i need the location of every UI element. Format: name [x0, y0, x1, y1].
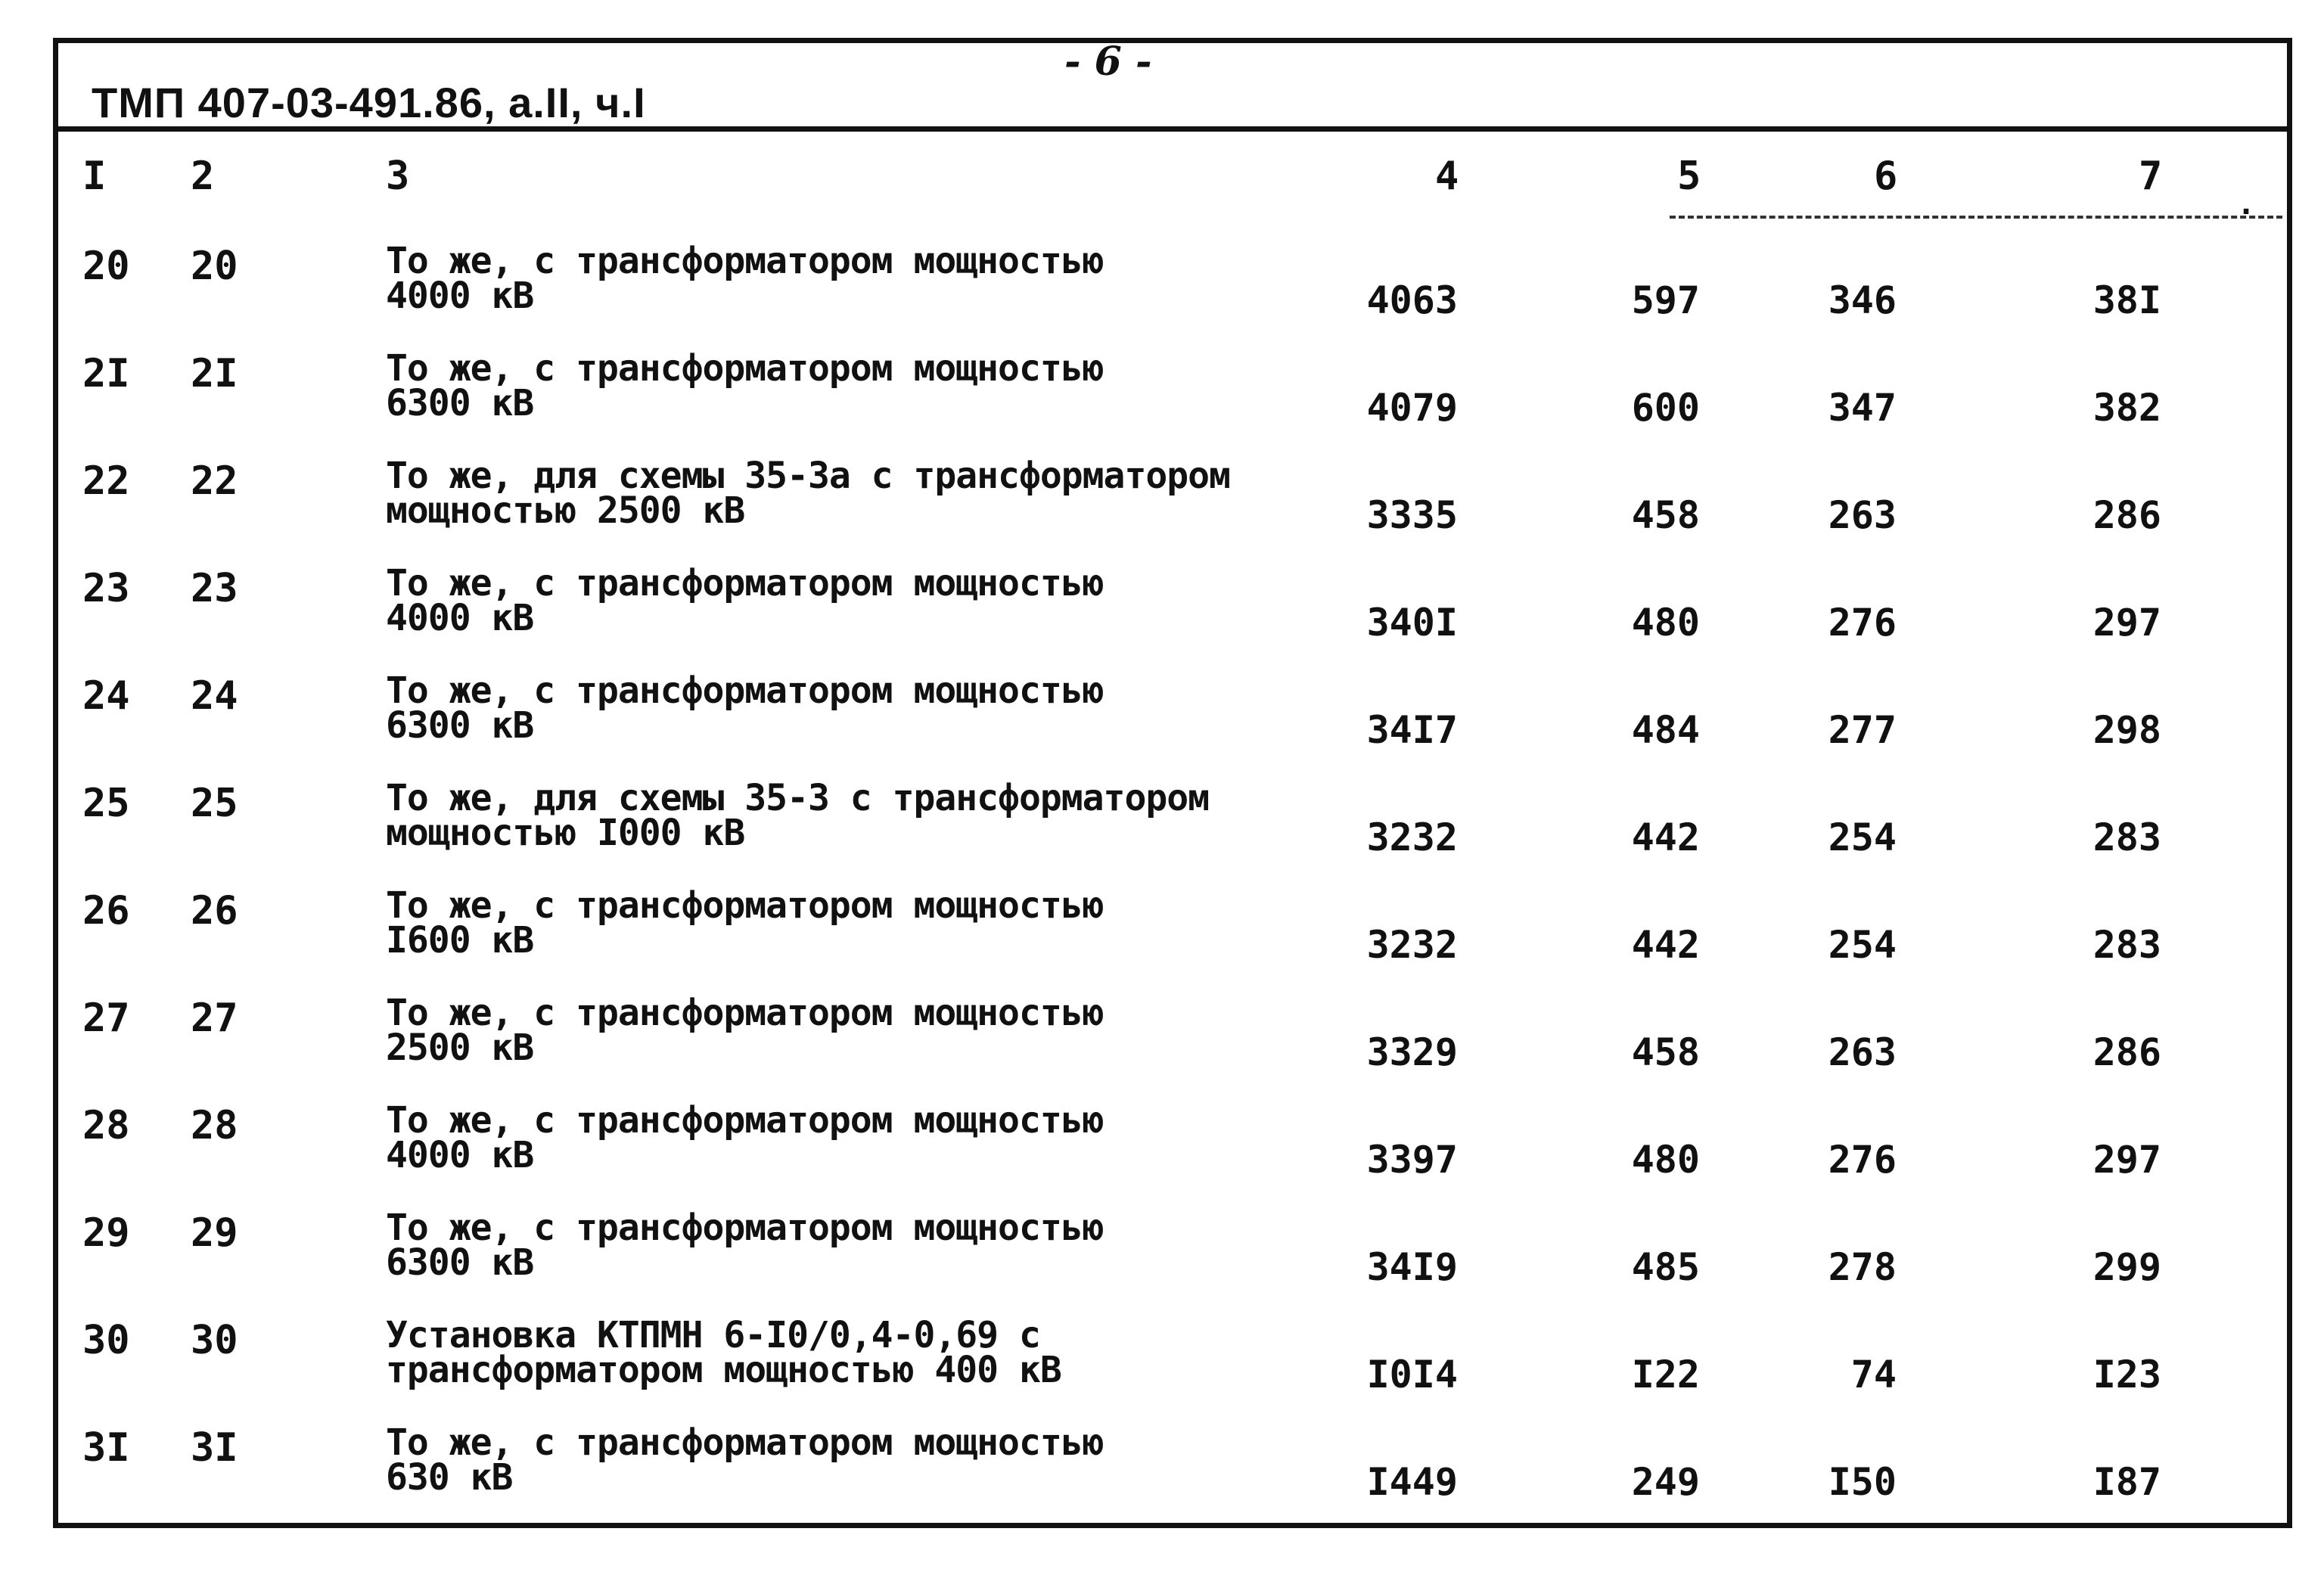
col6-value: 254	[1828, 923, 1897, 967]
row-description: То же, для схемы 35-3 с трансформатором мощностью I000 кВ	[386, 777, 1210, 854]
table-row	[58, 240, 2287, 350]
row-description: То же, с трансформатором мощностью 4000 кВ	[386, 562, 1104, 639]
table-row	[58, 777, 2287, 887]
row-number: 24	[82, 673, 130, 719]
row-number: 27	[82, 996, 130, 1041]
item-number: 3I	[191, 1425, 238, 1471]
document-frame	[53, 38, 2292, 1528]
col6-value: 263	[1828, 1030, 1897, 1074]
row-description: Установка КТПМН 6-I0/0,4-0,69 с трансформатором мощностью 400 кВ	[386, 1314, 1061, 1391]
col5-value: 484	[1631, 708, 1700, 752]
table-row	[58, 1207, 2287, 1316]
column-header-3: 3	[386, 154, 410, 199]
row-description: То же, с трансформатором мощностью 6300 кВ	[386, 347, 1104, 424]
col6-value: 74	[1850, 1353, 1897, 1396]
item-number: 26	[191, 888, 238, 934]
col4-value: 34I7	[1366, 708, 1458, 752]
col5-value: 442	[1631, 923, 1700, 967]
table-row	[58, 455, 2287, 564]
col6-value: 278	[1828, 1245, 1897, 1289]
col6-value: 263	[1828, 493, 1897, 537]
row-description: То же, для схемы 35-3а с трансформатором мощностью 2500 кВ	[386, 455, 1230, 532]
col7-value: 283	[2093, 923, 2161, 967]
row-number: 28	[82, 1103, 130, 1148]
col4-value: 3232	[1366, 816, 1458, 859]
item-number: 29	[191, 1210, 238, 1256]
table-row	[58, 669, 2287, 779]
column-header-1: I	[82, 154, 107, 199]
col5-value: 485	[1631, 1245, 1700, 1289]
col6-value: 276	[1828, 1138, 1897, 1182]
col5-value: 600	[1631, 386, 1700, 430]
row-number: 30	[82, 1318, 130, 1363]
col4-value: 3397	[1366, 1138, 1458, 1182]
row-number: 23	[82, 566, 130, 611]
col4-value: 3329	[1366, 1030, 1458, 1074]
item-number: 2I	[191, 351, 238, 396]
col6-value: 276	[1828, 601, 1897, 645]
col4-value: I0I4	[1366, 1353, 1458, 1396]
col5-value: 597	[1631, 278, 1700, 322]
page-number: - 6 -	[1064, 39, 1152, 85]
item-number: 23	[191, 566, 238, 611]
row-number: 25	[82, 781, 130, 826]
item-number: 28	[191, 1103, 238, 1148]
col7-value: 38I	[2093, 278, 2161, 322]
stray-mark: .	[2237, 187, 2256, 222]
row-description: То же, с трансформатором мощностью 6300 кВ	[386, 669, 1104, 747]
col7-value: I87	[2093, 1460, 2161, 1504]
col7-value: 297	[2093, 1138, 2161, 1182]
document-code: ТМП 407-03-491.86, а.II, ч.I	[92, 79, 646, 126]
col7-value: 382	[2093, 386, 2161, 430]
column-header-2: 2	[191, 154, 215, 199]
col7-value: 286	[2093, 493, 2161, 537]
item-number: 20	[191, 244, 238, 289]
row-description: То же, с трансформатором мощностью 4000 кВ	[386, 1099, 1104, 1176]
row-description: То же, с трансформатором мощностью 6300 кВ	[386, 1207, 1104, 1284]
col6-value: 347	[1828, 386, 1897, 430]
table-row	[58, 1421, 2287, 1531]
col4-value: 3232	[1366, 923, 1458, 967]
row-number: 3I	[82, 1425, 130, 1471]
col4-value: 340I	[1366, 601, 1458, 645]
column-header-4: 4	[1435, 154, 1459, 199]
col4-value: 4063	[1366, 278, 1458, 322]
col6-value: 277	[1828, 708, 1897, 752]
row-number: 2I	[82, 351, 130, 396]
row-number: 22	[82, 458, 130, 504]
col4-value: 3335	[1366, 493, 1458, 537]
col7-value: 286	[2093, 1030, 2161, 1074]
item-number: 24	[191, 673, 238, 719]
table-row	[58, 1099, 2287, 1209]
row-number: 20	[82, 244, 130, 289]
col4-value: 34I9	[1366, 1245, 1458, 1289]
col5-value: 458	[1631, 493, 1700, 537]
col7-value: 283	[2093, 816, 2161, 859]
title-row	[58, 39, 2287, 132]
col5-value: 442	[1631, 816, 1700, 859]
column-header-5: 5	[1677, 154, 1701, 199]
row-description: То же, с трансформатором мощностью 630 кВ	[386, 1421, 1104, 1499]
col5-value: 249	[1631, 1460, 1700, 1504]
col7-value: 298	[2093, 708, 2161, 752]
col4-value: I449	[1366, 1460, 1458, 1504]
table-row	[58, 347, 2287, 457]
row-description: То же, с трансформатором мощностью I600 кВ	[386, 884, 1104, 962]
col7-value: 297	[2093, 601, 2161, 645]
col7-value: I23	[2093, 1353, 2161, 1396]
item-number: 25	[191, 781, 238, 826]
table-row	[58, 992, 2287, 1101]
column-header-7: 7	[2139, 154, 2163, 199]
row-description: То же, с трансформатором мощностью 4000 кВ	[386, 240, 1104, 317]
col5-value: 458	[1631, 1030, 1700, 1074]
item-number: 22	[191, 458, 238, 504]
col5-value: I22	[1631, 1353, 1700, 1396]
table-row	[58, 1314, 2287, 1424]
item-number: 30	[191, 1318, 238, 1363]
table-row	[58, 562, 2287, 672]
row-description: То же, с трансформатором мощностью 2500 кВ	[386, 992, 1104, 1069]
col5-value: 480	[1631, 1138, 1700, 1182]
col5-value: 480	[1631, 601, 1700, 645]
col6-value: 254	[1828, 816, 1897, 859]
item-number: 27	[191, 996, 238, 1041]
column-header-6: 6	[1874, 154, 1898, 199]
col6-value: I50	[1828, 1460, 1897, 1504]
row-number: 26	[82, 888, 130, 934]
col7-value: 299	[2093, 1245, 2161, 1289]
dashed-underline	[1670, 216, 2282, 219]
col4-value: 4079	[1366, 386, 1458, 430]
table-row	[58, 884, 2287, 994]
row-number: 29	[82, 1210, 130, 1256]
col6-value: 346	[1828, 278, 1897, 322]
